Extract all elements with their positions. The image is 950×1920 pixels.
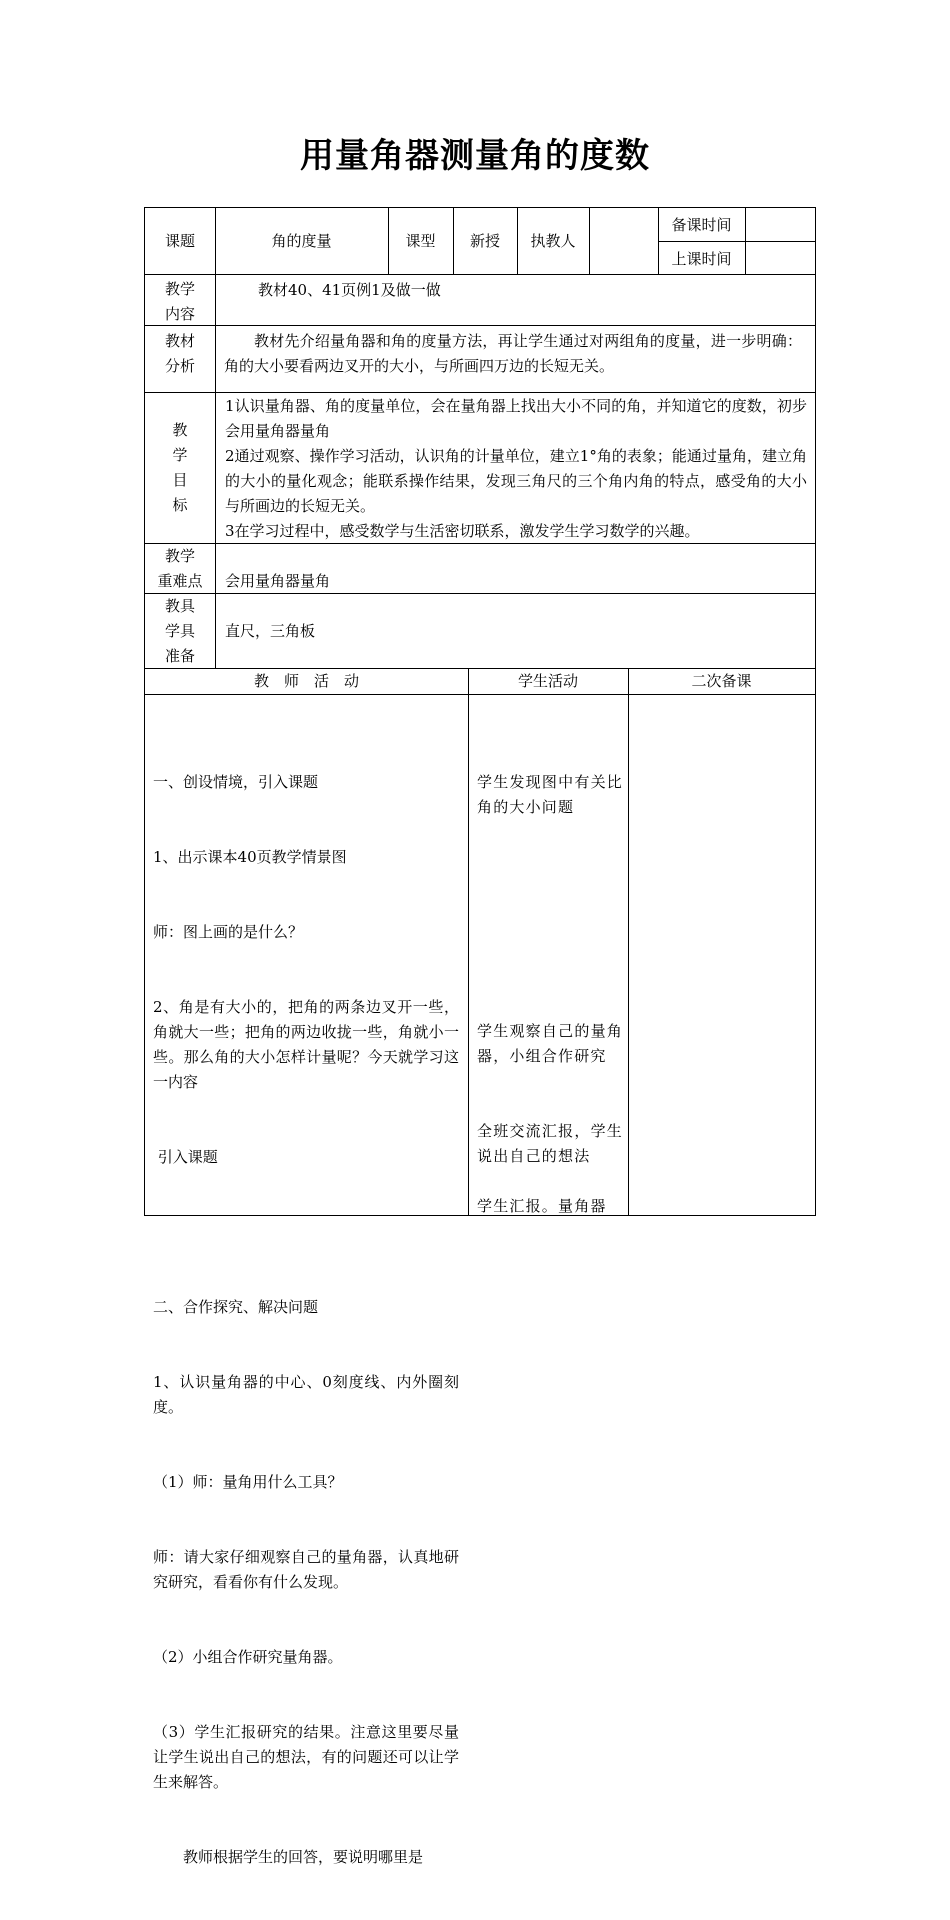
analysis-text: 教材先介绍量角器和角的度量方法，再让学生通过对两组角的度量，进一步明确：角的大小要看两边叉开的大小，与所画四万边的长短无关。	[224, 332, 802, 375]
kexing-label: 课型	[405, 232, 436, 250]
teacher-line: 引入课题	[153, 1148, 218, 1166]
col-divider	[468, 668, 469, 1215]
tools-label-line: 准备	[164, 647, 195, 665]
content-label	[145, 277, 215, 327]
teacher-line-blank	[153, 1220, 459, 1245]
teacher-line: 师：图上画的是什么？	[153, 923, 304, 941]
tools-label	[145, 594, 215, 669]
analysis-label-line: 分析	[164, 357, 195, 375]
teacher-line: （1）师：量角用什么工具？	[153, 1473, 343, 1491]
content-label-line: 教学	[164, 280, 195, 298]
goal-item: 1认识量角器、角的度量单位，会在量角器上找出大小不同的角，并知道它的度数，初步会用量角器量角	[225, 397, 807, 440]
teacher-activity-header: 教 师 活 动	[253, 672, 359, 690]
student-block: 学生发现图中有关比角的大小问题	[477, 773, 623, 816]
student-block: 学生汇报。量角器	[477, 1197, 607, 1215]
key-label-line: 教学	[164, 547, 195, 565]
teacher-line: 二、合作探究、解决问题	[153, 1298, 319, 1316]
keti-label: 课题	[164, 232, 195, 250]
key-label	[145, 544, 215, 594]
goals-label	[145, 418, 215, 518]
student-block: 全班交流汇报，学生说出自己的想法	[477, 1122, 623, 1165]
second-prep-header: 二次备课	[691, 672, 752, 690]
col-divider	[215, 208, 216, 668]
goals-label-char: 教	[172, 421, 188, 439]
student-activity-header: 学生活动	[517, 672, 578, 690]
row-divider	[145, 274, 815, 275]
goals-label-char: 标	[172, 496, 188, 514]
teacher-line: 一、创设情境，引入课题	[153, 773, 319, 791]
content-text: 教材40、41页例1及做一做	[258, 281, 441, 299]
analysis-label-line: 教材	[164, 332, 195, 350]
goals-text	[225, 394, 807, 544]
content-label-line: 内容	[164, 305, 195, 323]
tools-text: 直尺，三角板	[225, 622, 316, 640]
teacher-line: （3）学生汇报研究的结果。注意这里要尽量让学生说出自己的想法，有的问题还可以让学生来解答。	[153, 1723, 459, 1791]
kexing-value: 新授	[469, 232, 500, 250]
teacher-line: 2、角是有大小的，把角的两条边叉开一些，角就大一些；把角的两边收拢一些，角就小一些。那么角的大小怎样计量呢？今天就学习这一内容	[153, 998, 459, 1091]
zhijiaoren-label: 执教人	[530, 232, 576, 250]
teacher-line: 教师根据学生的回答，要说明哪里是	[183, 1848, 424, 1866]
shangke-label: 上课时间	[671, 250, 732, 268]
teacher-line: （2）小组合作研究量角器。	[153, 1648, 343, 1666]
row-divider	[145, 392, 815, 393]
row-divider	[145, 325, 815, 326]
row-divider	[145, 694, 815, 695]
lesson-plan-table	[144, 207, 816, 1866]
key-label-line: 重难点	[157, 572, 203, 590]
analysis-label	[145, 329, 215, 379]
goal-item: 2通过观察、操作学习活动，认识角的计量单位，建立1°角的表象；能通过量角，建立角的大小的量化观念；能联系操作结果，发现三角尺的三个角内角的特点，感受角的大小与所画边的长短无关。	[225, 447, 807, 515]
teacher-activity-content	[153, 720, 459, 1920]
tools-label-line: 教具	[164, 597, 195, 615]
col-divider	[745, 208, 746, 274]
row-divider	[658, 241, 815, 242]
beike-label: 备课时间	[671, 216, 732, 234]
col-divider	[628, 668, 629, 1215]
student-block: 学生观察自己的量角器，小组合作研究	[477, 1022, 623, 1065]
goal-item: 3在学习过程中，感受数学与生活密切联系，激发学生学习数学的兴趣。	[225, 522, 700, 540]
key-text: 会用量角器量角	[225, 572, 331, 590]
teacher-line: 师：请大家仔细观察自己的量角器，认真地研究研究，看看你有什么发现。	[153, 1548, 459, 1591]
goals-label-char: 目	[172, 471, 188, 489]
col-divider	[589, 208, 590, 274]
teacher-line: 1、出示课本40页教学情景图	[153, 848, 347, 866]
teacher-line: 1、认识量角器的中心、0刻度线、内外圈刻度。	[153, 1373, 459, 1416]
page-title: 用量角器测量角的度数	[300, 136, 650, 176]
goals-label-char: 学	[172, 446, 188, 464]
keti-value: 角的度量	[271, 232, 332, 250]
tools-label-line: 学具	[164, 622, 195, 640]
